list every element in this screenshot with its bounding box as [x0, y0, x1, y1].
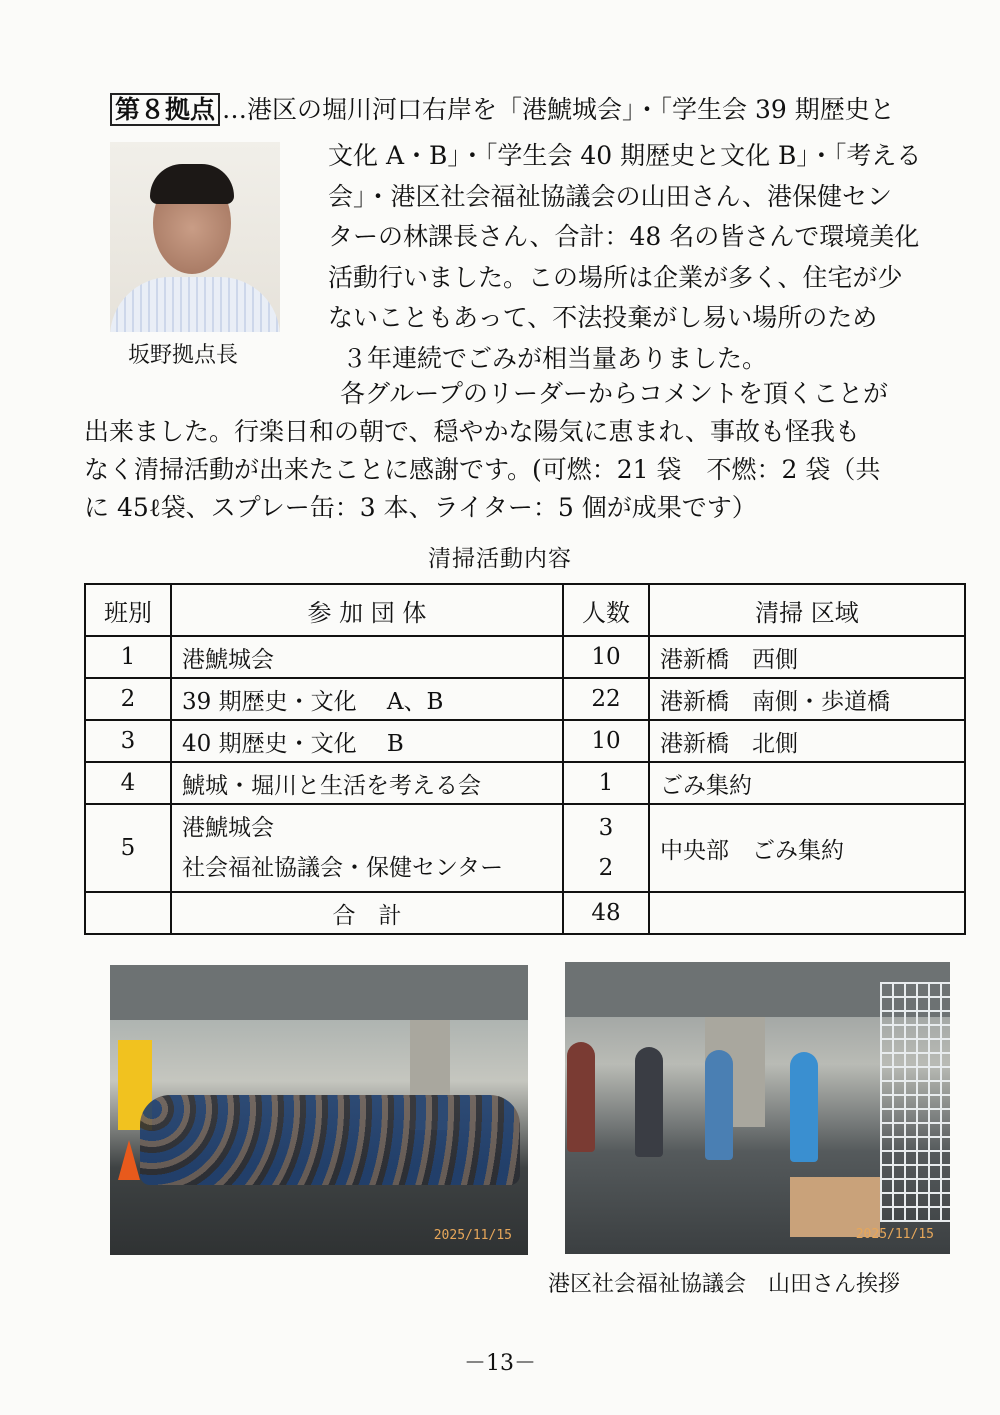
table-row: [85, 762, 965, 804]
table-row: [85, 636, 965, 678]
cell-team: 1: [85, 636, 171, 678]
paragraph-line: ターの林課長さん、合計：48 名の皆さんで環境美化: [328, 222, 920, 251]
header-groups: 参 加 団 体: [171, 584, 563, 636]
paragraph-line: なく清掃活動が出来たことに感謝です。(可燃：21 袋 不燃：2 袋（共: [84, 455, 881, 484]
cell-area: 港新橋 北側: [649, 720, 965, 762]
cell-count: 10: [563, 720, 649, 762]
paragraph-line: ないこともあって、不法投棄がし易い場所のため: [328, 303, 878, 332]
page-number: －13－: [464, 1351, 536, 1376]
paragraph-line: ３年連続でごみが相当量ありました。: [342, 343, 768, 373]
cell-area: 中央部 ごみ集約: [649, 804, 965, 892]
leader-portrait-photo: [110, 142, 280, 332]
cell-group: 港鯱城会: [171, 636, 563, 678]
cell-team: 3: [85, 720, 171, 762]
section-lead-text: …港区の堀川河口右岸を「港鯱城会」・「学生会 39 期歴史と: [222, 95, 895, 124]
cell-group-line: 港鯱城会: [182, 815, 274, 841]
cell-count-line: 3: [598, 815, 614, 841]
cell-group-multi: [171, 804, 563, 892]
photo-caption: 港区社会福祉協議会 山田さん挨拶: [548, 1272, 901, 1297]
cell-team: 5: [85, 804, 171, 892]
photo-date-stamp: 2025/11/15: [855, 1227, 934, 1242]
paragraph-line: 出来ました。行楽日和の朝で、穏やかな陽気に恵まれ、事故も怪我も: [84, 417, 861, 446]
cell-count: 22: [563, 678, 649, 720]
cell-count: 10: [563, 636, 649, 678]
cell-count-multi: [563, 804, 649, 892]
cell-area: 港新橋 南側・歩道橋: [649, 678, 965, 720]
header-count: 人数: [563, 584, 649, 636]
crowd-image: [140, 1095, 520, 1185]
paragraph-line: 活動行いました。この場所は企業が多く、住宅が少: [328, 262, 903, 292]
table-title: 清掃活動内容: [428, 546, 572, 572]
photo-date-stamp: 2025/11/15: [433, 1228, 512, 1243]
table-header-row: [85, 584, 965, 636]
header-area: 清掃 区域: [649, 584, 965, 636]
table-row: [85, 804, 965, 892]
portrait-caption: 坂野拠点長: [128, 343, 239, 368]
header-team: 班別: [85, 584, 171, 636]
cell-team: 2: [85, 678, 171, 720]
table-row: [85, 678, 965, 720]
cell-group: 39 期歴史・文化 A、B: [171, 678, 563, 720]
fence-image: [880, 982, 950, 1222]
paragraph-line: 会」・港区社会福祉協議会の山田さん、港保健セン: [328, 181, 893, 211]
group-photo: [110, 965, 528, 1255]
paragraph-line: に 45ℓ袋、スプレー缶：3 本、ライター：5 個が成果です）: [84, 493, 757, 522]
greeting-photo: [565, 962, 950, 1254]
report-paragraph-2: [84, 375, 974, 527]
cell-group: 40 期歴史・文化 B: [171, 720, 563, 762]
cell-group: 鯱城・堀川と生活を考える会: [171, 762, 563, 804]
section-heading-line: [110, 92, 895, 128]
table-total-row: [85, 892, 965, 934]
traffic-cone-image: [118, 1140, 140, 1180]
cell-count: 1: [563, 762, 649, 804]
report-paragraph-1: [328, 136, 968, 379]
paragraph-line: 各グループのリーダーからコメントを頂くことが: [340, 379, 889, 408]
cell-area: 港新橋 西側: [649, 636, 965, 678]
paragraph-line: 文化 A・B」・「学生会 40 期歴史と文化 B」・「考える: [328, 141, 922, 170]
total-label: 合 計: [171, 892, 563, 934]
cell-group-line: 社会福祉協議会・保健センター: [182, 855, 504, 881]
cell-team: 4: [85, 762, 171, 804]
cleanup-activity-table: [84, 583, 966, 935]
cell-count-line: 2: [598, 855, 614, 881]
total-value: 48: [563, 892, 649, 934]
cell-area: ごみ集約: [649, 762, 965, 804]
section-tag: 第８拠点: [110, 93, 220, 126]
table-row: [85, 720, 965, 762]
